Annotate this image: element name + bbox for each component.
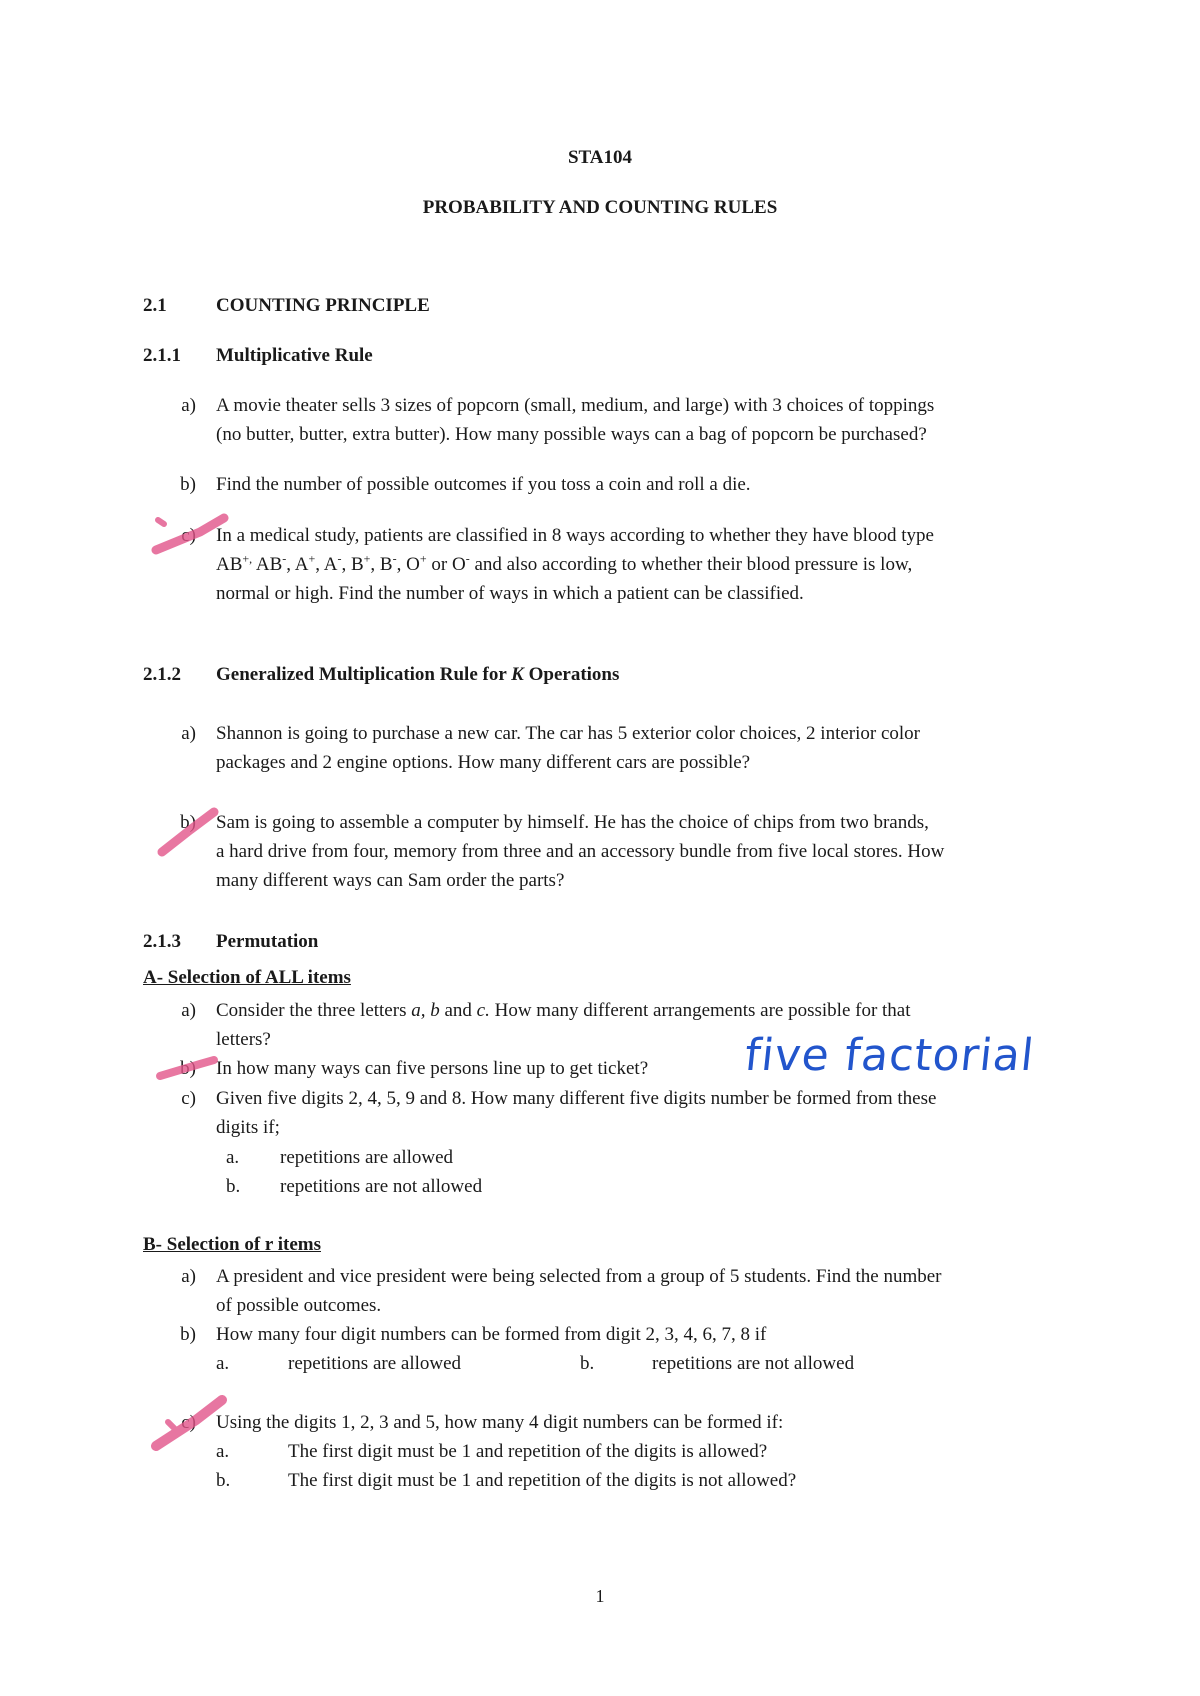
question-label: b) bbox=[180, 1058, 196, 1079]
subsection-title: Multiplicative Rule bbox=[216, 345, 373, 366]
text-line: many different ways can Sam order the parts? bbox=[216, 870, 565, 891]
question-label: c) bbox=[181, 1412, 196, 1433]
question-label: c) bbox=[181, 1088, 196, 1109]
sub-text: The first digit must be 1 and repetition of the digits is not allowed? bbox=[288, 1470, 797, 1491]
part-heading: A- Selection of ALL items bbox=[143, 967, 351, 988]
blood-type-line: AB+, AB-, A+, A-, B+, B-, O+ or O- and also according to whether their blood pressure is low, bbox=[216, 551, 913, 575]
question-label: b) bbox=[180, 474, 196, 495]
text-line: of possible outcomes. bbox=[216, 1295, 382, 1316]
section-number: 2.1 bbox=[143, 295, 167, 316]
sub-text: The first digit must be 1 and repetition of the digits is allowed? bbox=[288, 1441, 768, 1462]
sub-label: a. bbox=[216, 1441, 230, 1462]
question-text bbox=[216, 719, 1082, 777]
subsection-number: 2.1.3 bbox=[143, 931, 181, 952]
subsection-title: Generalized Multiplication Rule for K Operations bbox=[216, 664, 620, 685]
question-label: b) bbox=[180, 1324, 196, 1345]
question-text bbox=[216, 1084, 1082, 1142]
text-line: letters? bbox=[216, 1029, 271, 1050]
text-line: In a medical study, patients are classified in 8 ways according to whether they have blood type bbox=[216, 525, 934, 546]
sub-text: repetitions are allowed bbox=[280, 1147, 454, 1168]
document-title: PROBABILITY AND COUNTING RULES bbox=[422, 197, 778, 218]
sub-text: repetitions are not allowed bbox=[280, 1176, 483, 1197]
sub-label: b. bbox=[580, 1353, 595, 1374]
question-text bbox=[216, 808, 1082, 895]
question-text bbox=[216, 1262, 1082, 1320]
sub-label: b. bbox=[226, 1176, 241, 1197]
question-text bbox=[216, 521, 1082, 608]
subsection-number: 2.1.1 bbox=[143, 345, 181, 366]
text-line: Given five digits 2, 4, 5, 9 and 8. How many different five digits number be formed from these bbox=[216, 1088, 937, 1109]
sub-text: repetitions are allowed bbox=[288, 1353, 462, 1374]
page-number: 1 bbox=[595, 1586, 605, 1606]
text-line: Sam is going to assemble a computer by himself. He has the choice of chips from two brands, bbox=[216, 812, 929, 833]
text-line: normal or high. Find the number of ways in which a patient can be classified. bbox=[216, 583, 804, 604]
sub-text: repetitions are not allowed bbox=[652, 1353, 855, 1374]
subsection-number: 2.1.2 bbox=[143, 664, 181, 685]
text-line: Shannon is going to purchase a new car. The car has 5 exterior color choices, 2 interior color bbox=[216, 723, 921, 744]
text-line: A movie theater sells 3 sizes of popcorn (small, medium, and large) with 3 choices of toppings bbox=[216, 395, 935, 416]
course-code: STA104 bbox=[567, 147, 633, 168]
question-label: b) bbox=[180, 812, 196, 833]
question-text bbox=[216, 391, 1082, 449]
text-line: a hard drive from four, memory from three and an accessory bundle from five local stores. How bbox=[216, 841, 945, 862]
text-line: Consider the three letters a, b and c. How many different arrangements are possible for that bbox=[216, 1000, 911, 1021]
question-text: Find the number of possible outcomes if you toss a coin and roll a die. bbox=[216, 474, 751, 495]
subsection-title: Permutation bbox=[216, 931, 319, 952]
question-label: a) bbox=[181, 395, 196, 416]
text-line: A president and vice president were being selected from a group of 5 students. Find the number bbox=[216, 1266, 942, 1287]
sub-label: b. bbox=[216, 1470, 231, 1491]
question-text: Using the digits 1, 2, 3 and 5, how many 4 digit numbers can be formed if: bbox=[216, 1412, 784, 1433]
question-label: a) bbox=[181, 723, 196, 744]
sub-label: a. bbox=[226, 1147, 240, 1168]
handwritten-note: five factorial bbox=[742, 1030, 1037, 1081]
sub-label: a. bbox=[216, 1353, 230, 1374]
section-title: COUNTING PRINCIPLE bbox=[216, 295, 430, 316]
text-line: (no butter, butter, extra butter). How many possible ways can a bag of popcorn be purchased? bbox=[216, 424, 927, 445]
question-label: a) bbox=[181, 1000, 196, 1021]
question-label: a) bbox=[181, 1266, 196, 1287]
part-heading: B- Selection of r items bbox=[143, 1234, 321, 1255]
question-label: c) bbox=[181, 525, 196, 546]
question-text: How many four digit numbers can be formed from digit 2, 3, 4, 6, 7, 8 if bbox=[216, 1324, 767, 1345]
text-line: digits if; bbox=[216, 1117, 280, 1138]
text-line: packages and 2 engine options. How many different cars are possible? bbox=[216, 752, 751, 773]
question-text: In how many ways can five persons line up to get ticket? bbox=[216, 1058, 649, 1079]
